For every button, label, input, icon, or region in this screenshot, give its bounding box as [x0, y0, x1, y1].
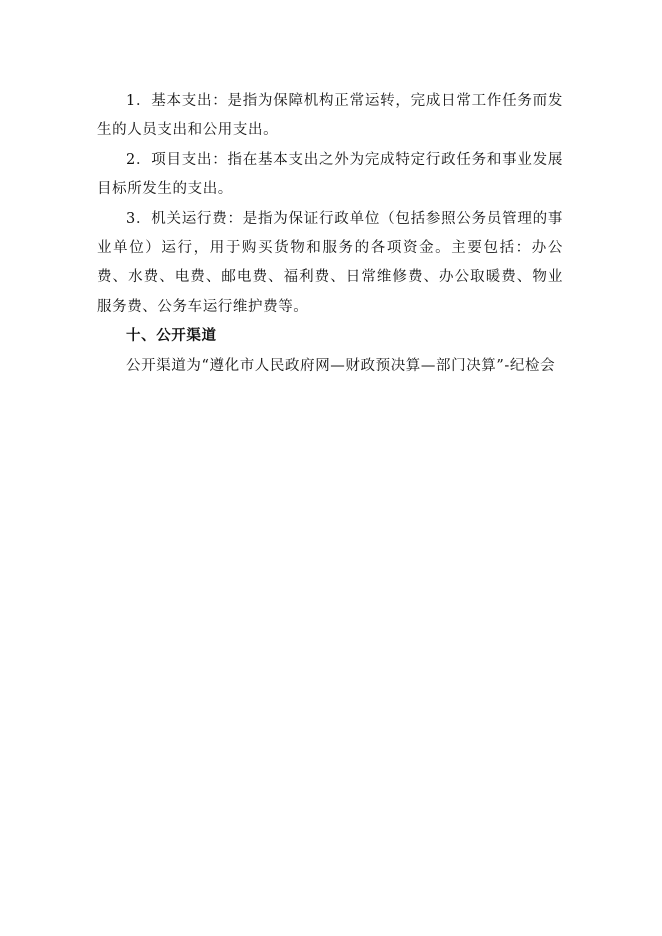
- paragraph-disclosure-channel: 公开渠道为“遵化市人民政府网—财政预决算—部门决算”-纪检会: [126, 357, 556, 374]
- document-body: [97, 87, 563, 381]
- paragraph-agency-operating-cost: 3．机关运行费：是指为保证行政单位（包括参照公务员管理的事业单位）运行，用于购买货物和服务的各项资金。主要包括：办公费、水费、电费、邮电费、福利费、日常维修费、办公取暖费、物业服务费、公务车运行维护费等。: [97, 210, 563, 315]
- section-heading-disclosure-channel: 十、公开渠道: [126, 328, 217, 345]
- paragraph-basic-expenditure: 1．基本支出：是指为保障机构正常运转，完成日常工作任务而发生的人员支出和公用支出。: [97, 93, 563, 139]
- paragraph-project-expenditure: 2．项目支出：指在基本支出之外为完成特定行政任务和事业发展目标所发生的支出。: [97, 151, 563, 198]
